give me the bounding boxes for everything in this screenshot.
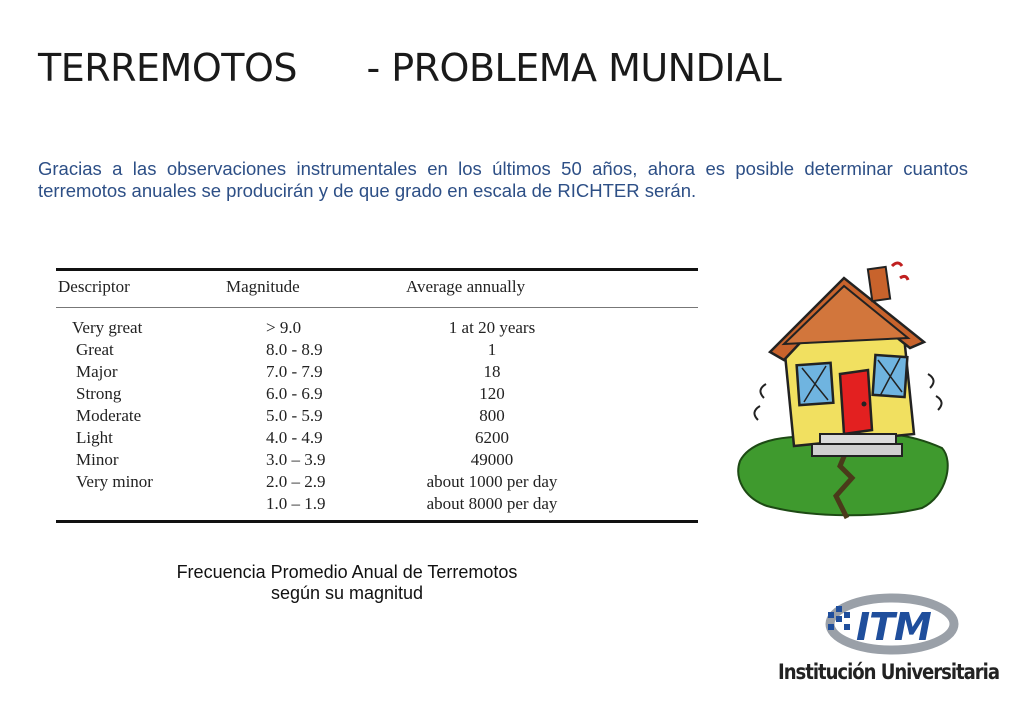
- table-row: [56, 308, 698, 340]
- cell-descriptor: Minor: [76, 450, 119, 469]
- cell-descriptor: Major: [76, 362, 118, 381]
- cell-magnitude: 5.0 - 5.9: [266, 406, 323, 425]
- cell-average: 1: [487, 340, 497, 359]
- cell-descriptor: Very minor: [76, 472, 153, 491]
- cell-magnitude: 1.0 – 1.9: [226, 493, 406, 522]
- cell-magnitude: 4.0 - 4.9: [266, 428, 323, 447]
- table-row: [56, 405, 698, 427]
- table-row: [56, 383, 698, 405]
- table-row: [56, 339, 698, 361]
- cell-descriptor: Strong: [76, 384, 122, 403]
- header-magnitude: Magnitude: [226, 270, 406, 308]
- institution-name: Institución Universitaria: [778, 660, 999, 684]
- table-row: [56, 449, 698, 471]
- table-row: [56, 361, 698, 383]
- cell-descriptor: Moderate: [76, 406, 142, 425]
- cell-average: about 8000 per day: [406, 493, 698, 522]
- cell-average: 18: [483, 362, 501, 381]
- itm-logo: [810, 592, 960, 661]
- shaking-house-illustration: [732, 256, 957, 526]
- slide-title: TERREMOTOS - PROBLEMA MUNDIAL: [38, 46, 782, 90]
- cell-magnitude: 7.0 - 7.9: [266, 362, 323, 381]
- cell-magnitude: > 9.0: [266, 318, 302, 337]
- table-row: [56, 493, 698, 522]
- cell-magnitude: 6.0 - 6.9: [266, 384, 323, 403]
- cell-descriptor: [56, 493, 226, 522]
- cell-magnitude: 3.0 – 3.9: [266, 450, 326, 469]
- caption-line-1: Frecuencia Promedio Anual de Terremotos: [176, 562, 518, 582]
- cell-descriptor: Great: [76, 340, 114, 359]
- header-descriptor: Descriptor: [56, 270, 226, 308]
- table-header-row: [56, 270, 698, 308]
- cell-average: 49000: [470, 450, 514, 469]
- cell-average: 120: [479, 384, 505, 403]
- header-average-annually: Average annually: [406, 270, 698, 308]
- cell-magnitude: 2.0 – 2.9: [266, 472, 326, 491]
- cell-average: 6200: [475, 428, 509, 447]
- earthquake-frequency-table: [56, 268, 698, 523]
- table-caption: [150, 562, 544, 604]
- logo-mark-text: ITM: [856, 605, 931, 649]
- cell-magnitude: 8.0 - 8.9: [266, 340, 323, 359]
- table-row: [56, 427, 698, 449]
- cell-average: 1 at 20 years: [448, 318, 536, 337]
- intro-paragraph: Gracias a las observaciones instrumentales en los últimos 50 años, ahora es posible determinar cuantos terremotos anuales se producirán y de que grado en escala de RICHTER serán.: [38, 158, 968, 201]
- table-row: [56, 471, 698, 493]
- caption-line-2: según su magnitud: [270, 583, 424, 603]
- cell-average: about 1000 per day: [426, 472, 558, 491]
- cell-descriptor: Light: [76, 428, 113, 447]
- cell-average: 800: [479, 406, 505, 425]
- cell-descriptor: Very great: [72, 318, 143, 337]
